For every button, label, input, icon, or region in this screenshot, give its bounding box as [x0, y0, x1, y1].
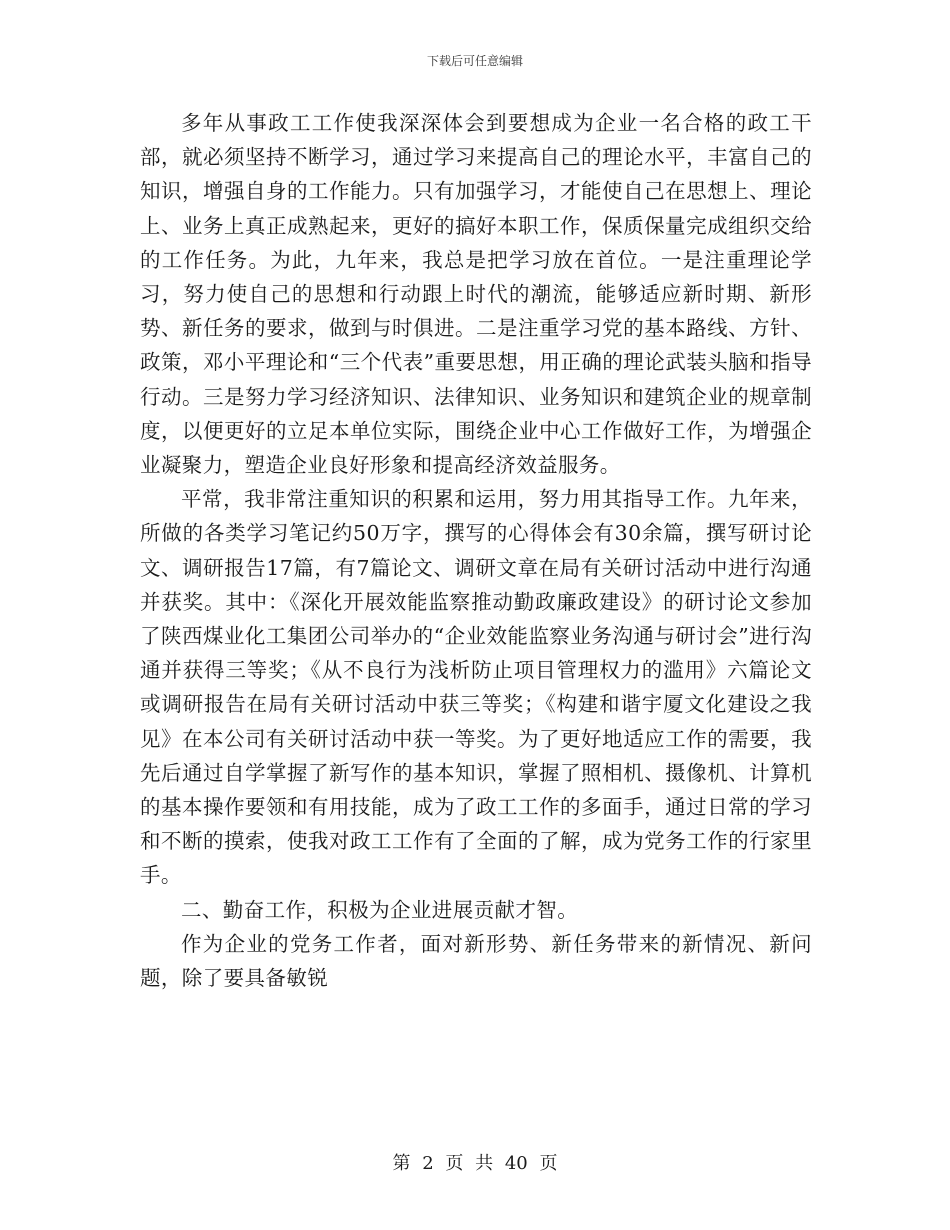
paragraph-party-work: 作为企业的党务工作者，面对新形势、新任务带来的新情况、新问题，除了要具备敏锐	[140, 931, 812, 991]
paragraph-knowledge: 平常，我非常注重知识的积累和运用，努力用其指导工作。九年来，所做的各类学习笔记约50万字，撰写的心得体会有30余篇，撰写研讨论文、调研报告17篇，有7篇论文、调研文章在局有关研讨活动中进行沟通并获奖。其中：《深化开展效能监察推动勤政廉政建设》的研讨论文参加了陕西煤业化工集团公司举办的“企业效能监察业务沟通与研讨会”进行沟通并获得三等奖；《从不良行为浅析防止项目管理权力的滥用》六篇论文或调研报告在局有关研讨活动中获三等奖；《构建和谐宇厦文化建设之我见》在本公司有关研讨活动中获一等奖。为了更好地适应工作的需要，我先后通过自学掌握了新写作的基本知识，掌握了照相机、摄像机、计算机的基本操作要领和有用技能，成为了政工工作的多面手，通过日常的学习和不断的摸索，使我对政工工作有了全面的了解，成为党务工作的行家里手。	[140, 487, 812, 888]
paragraph-study: 多年从事政工工作使我深深体会到要想成为企业一名合格的政工干部，就必须坚持不断学习，通过学习来提高自己的理论水平，丰富自己的知识，增强自身的工作能力。只有加强学习，才能使自己在思想上、理论上、业务上真正成熟起来，更好的搞好本职工作，保质保量完成组织交给的工作任务。为此，九年来，我总是把学习放在首位。一是注重理论学习，努力使自己的思想和行动跟上时代的潮流，能够适应新时期、新形势、新任务的要求，做到与时俱进。二是注重学习党的基本路线、方针、政策，邓小平理论和“三个代表”重要思想，用正确的理论武装头脑和指导行动。三是努力学习经济知识、法律知识、业务知识和建筑企业的规章制度，以便更好的立足本单位实际，围绕企业中心工作做好工作，为增强企业凝聚力，塑造企业良好形象和提高经济效益服务。	[140, 111, 812, 478]
page-number: 第 2 页 共 40 页	[392, 1153, 558, 1174]
section-heading-diligent-work: 二、勤奋工作，积极为企业进展贡献才智。	[181, 897, 579, 922]
page-header: 下载后可任意编辑	[426, 54, 523, 68]
document-body	[140, 106, 812, 995]
